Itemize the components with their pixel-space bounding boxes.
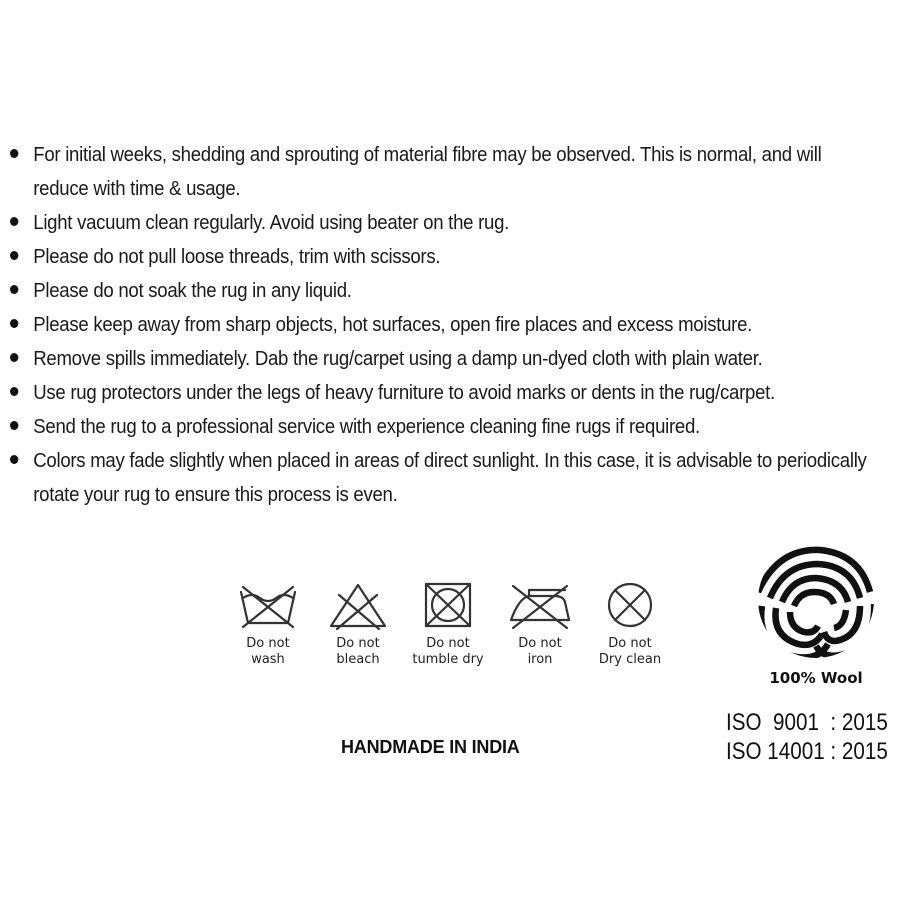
wool-mark-icon [748, 540, 884, 660]
symbol-label: Do not Dry clean [598, 636, 662, 667]
care-symbol-bleach [310, 580, 406, 668]
certifications [726, 708, 900, 766]
instruction-text: Please keep away from sharp objects, hot surfaces, open fire places and excess moisture. [33, 314, 753, 336]
symbol-label: Do not iron [518, 636, 562, 667]
bullet-icon [10, 285, 18, 294]
list-item [10, 240, 880, 274]
symbol-label: Do not bleach [336, 636, 380, 667]
wool-logo [748, 540, 884, 687]
bullet-icon [10, 455, 18, 464]
list-item [10, 308, 880, 342]
list-item [10, 138, 880, 206]
instruction-text: Please do not pull loose threads, trim with scissors. [33, 246, 441, 268]
origin-label: HANDMADE IN INDIA [341, 737, 520, 757]
list-item [10, 444, 880, 512]
instruction-text: Send the rug to a professional service with experience cleaning fine rugs if required. [33, 416, 700, 438]
do-not-bleach-icon [323, 580, 393, 630]
bullet-icon [10, 251, 18, 260]
instruction-text: Light vacuum clean regularly. Avoid using beater on the rug. [33, 212, 510, 234]
symbol-label: Do not tumble dry [412, 636, 484, 667]
bullet-icon [10, 353, 18, 362]
bullet-icon [10, 421, 18, 430]
bullet-icon [10, 387, 18, 396]
bullet-icon [10, 319, 18, 328]
do-not-iron-icon [505, 580, 575, 630]
list-item [10, 376, 880, 410]
care-symbols-row [220, 580, 700, 680]
bullet-icon [10, 149, 18, 158]
certification-line: ISO 9001 : 2015 [726, 709, 888, 736]
care-symbol-tumble-dry [400, 580, 496, 668]
care-symbol-iron [492, 580, 588, 668]
list-item [10, 274, 880, 308]
care-symbol-dry-clean [582, 580, 678, 668]
do-not-dry-clean-icon [595, 580, 665, 630]
instruction-text: Please do not soak the rug in any liquid. [33, 280, 352, 302]
instruction-text: Use rug protectors under the legs of heavy furniture to avoid marks or dents in the rug/carpet. [33, 382, 775, 404]
care-instructions-list [10, 138, 890, 512]
wool-label: 100% Wool [769, 669, 863, 687]
certification-line: ISO 14001 : 2015 [726, 738, 888, 765]
do-not-tumble-dry-icon [413, 580, 483, 630]
instruction-text: For initial weeks, shedding and sprouting of material fibre may be observed. This is normal, and will reduce with time & usage. [33, 144, 822, 200]
instruction-text: Colors may fade slightly when placed in areas of direct sunlight. In this case, it is advisable to periodically rotate your rug to ensure this process is even. [33, 450, 867, 506]
care-symbol-wash [220, 580, 316, 668]
instruction-text: Remove spills immediately. Dab the rug/carpet using a damp un-dyed cloth with plain water. [33, 348, 763, 370]
bullet-icon [10, 217, 18, 226]
do-not-wash-icon [233, 580, 303, 630]
list-item [10, 342, 880, 376]
symbol-label: Do not wash [246, 636, 290, 667]
list-item [10, 206, 880, 240]
list-item [10, 410, 880, 444]
